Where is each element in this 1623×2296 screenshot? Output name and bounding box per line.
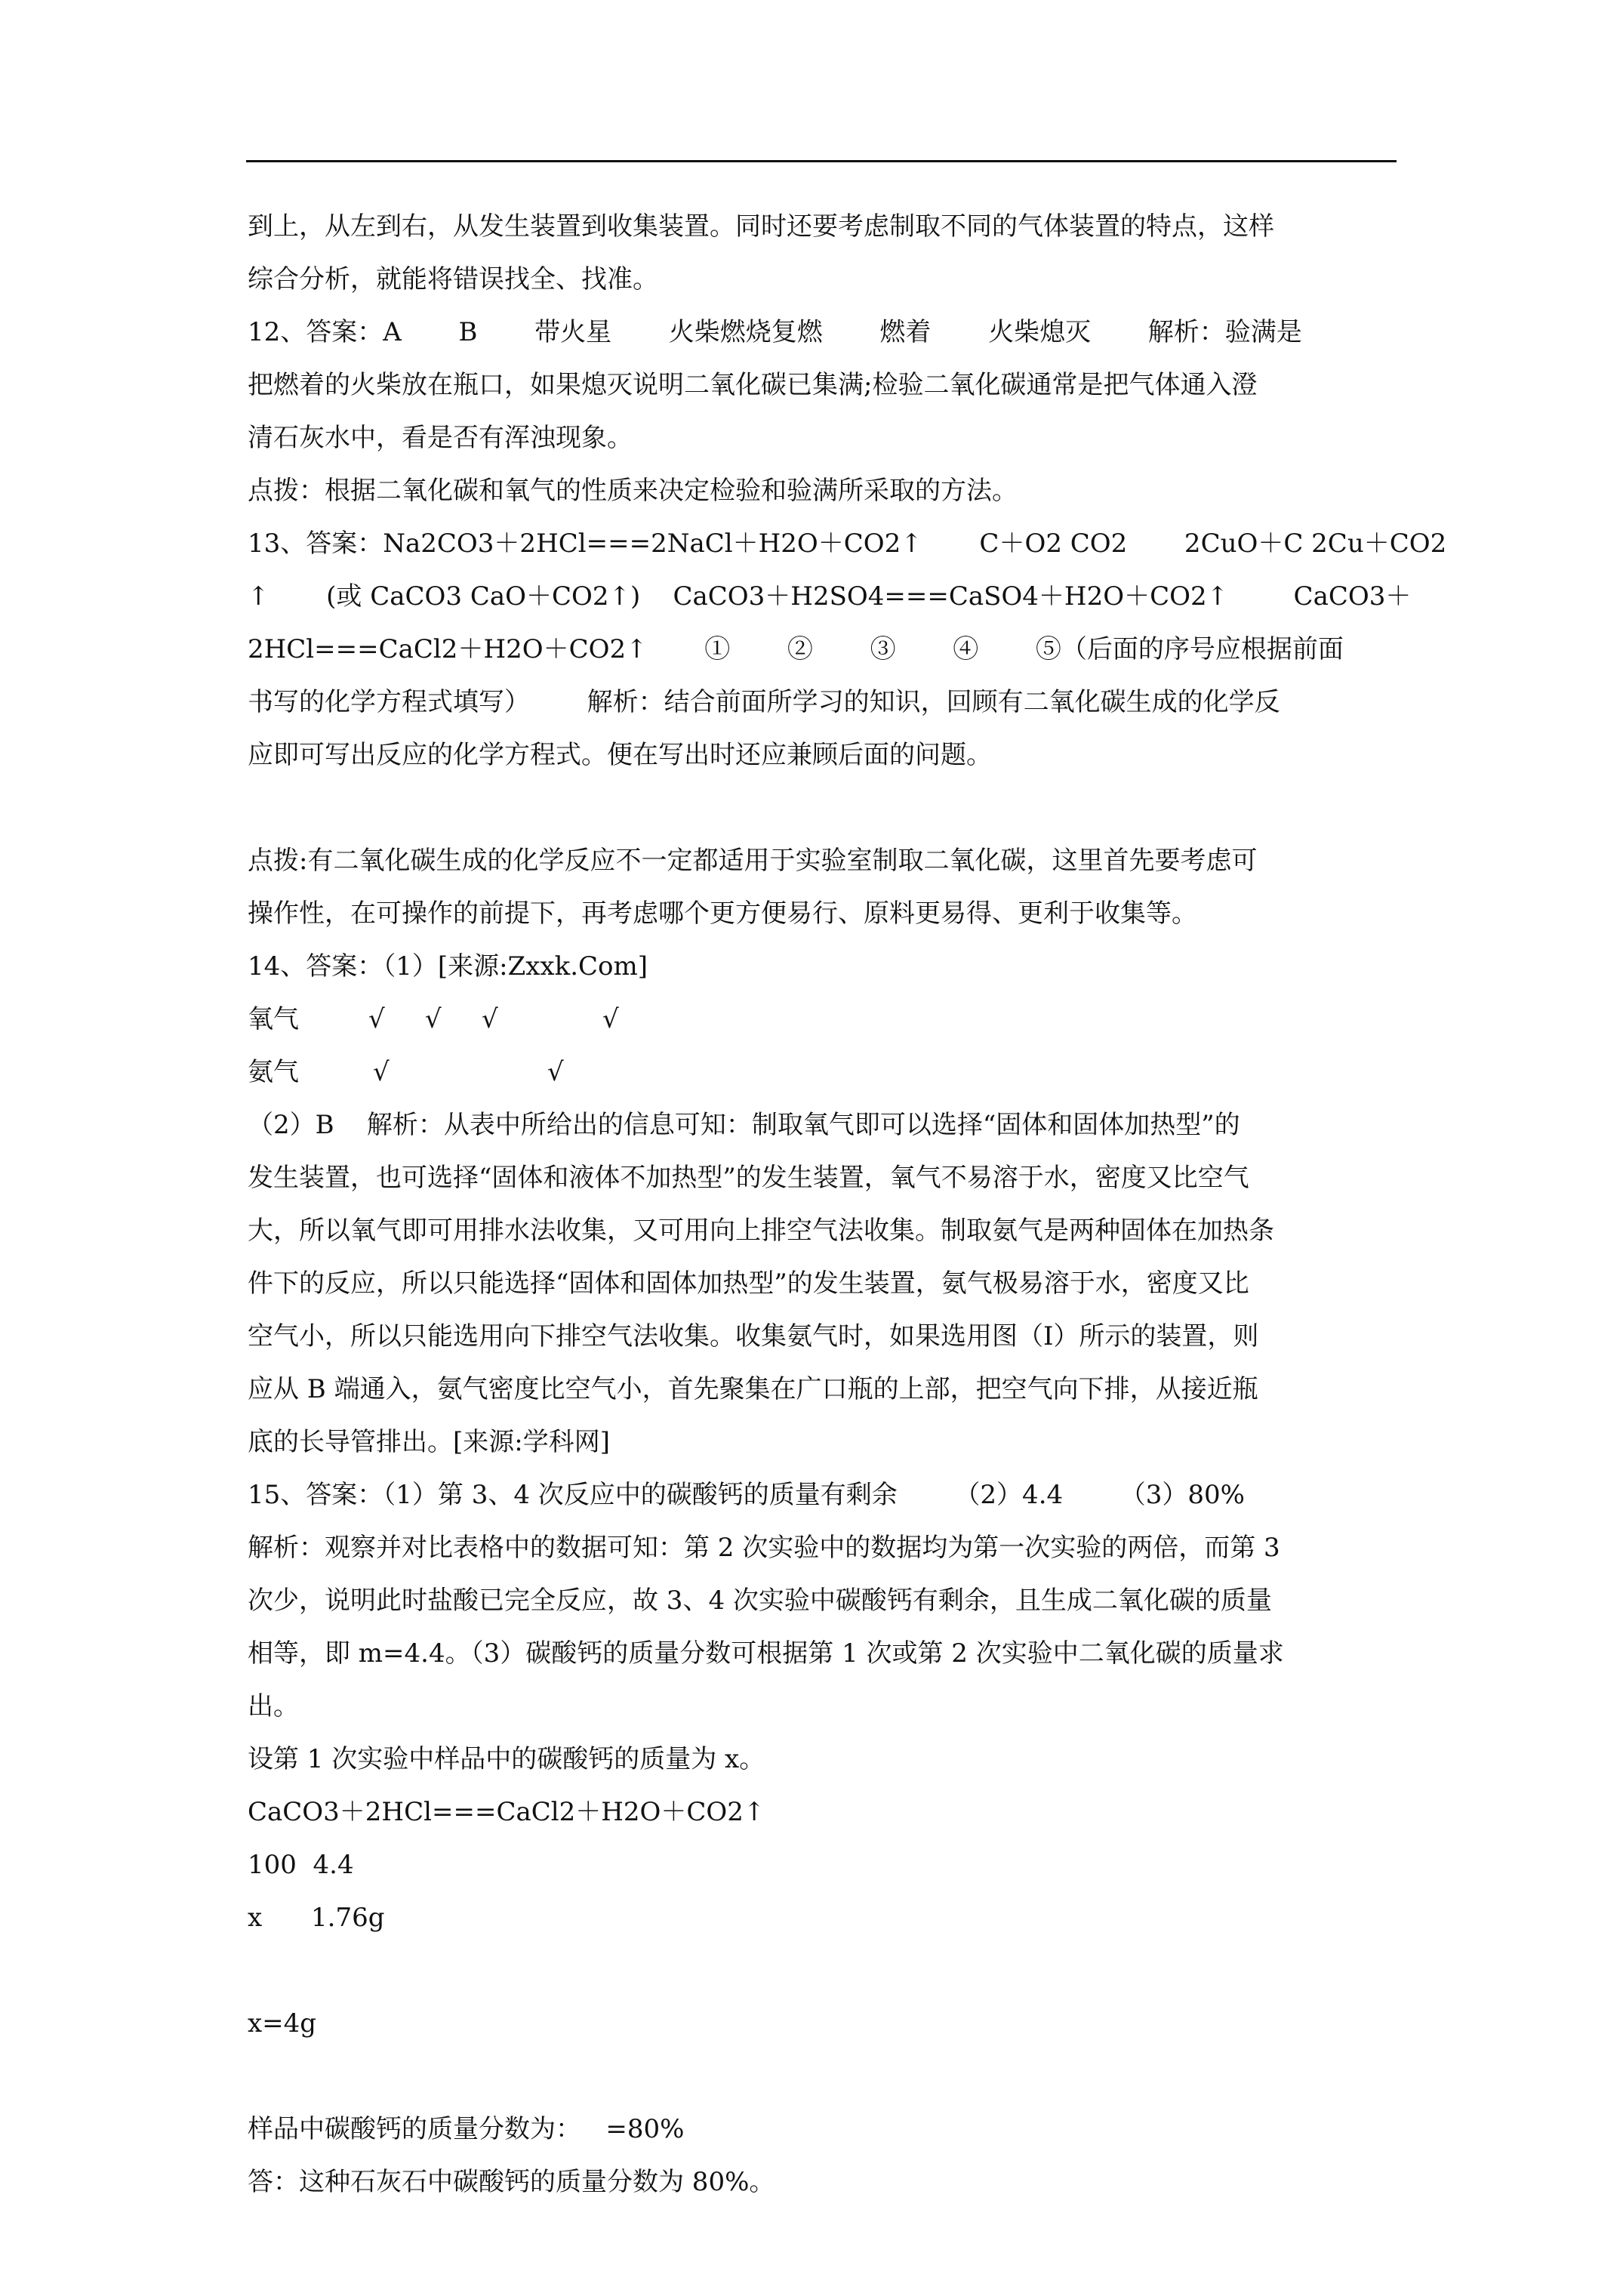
equation-line: x=4g <box>248 2008 317 2039</box>
hint-line: 点拨：根据二氧化碳和氧气的性质来决定检验和验满所采取的方法。 <box>248 476 1018 506</box>
text-line: 操作性，在可操作的前提下，再考虑哪个更方便易行、原料更易得、更利于收集等。 <box>248 898 1197 929</box>
check-mark: √ <box>368 1004 385 1034</box>
check-mark: √ <box>482 1004 498 1034</box>
text-line: （2）B 解析：从表中所给出的信息可知：制取氧气即可以选择“固体和固体加热型”的 <box>248 1110 1240 1140</box>
equation-line: 100 4.4 <box>248 1850 354 1880</box>
text-line: 次少，说明此时盐酸已完全反应，故 3、4 次实验中碳酸钙有剩余，且生成二氧化碳的质量 <box>248 1586 1272 1616</box>
text-line: 样品中碳酸钙的质量分数为： =80% <box>248 2114 685 2144</box>
text-line: 综合分析，就能将错误找全、找准。 <box>248 264 658 294</box>
check-mark: √ <box>602 1004 619 1034</box>
table-row-ammonia <box>248 1046 1425 1099</box>
text-line: 发生装置，也可选择“固体和液体不加热型”的发生装置，氧气不易溶于水，密度又比空气 <box>248 1163 1249 1193</box>
text-line: 应从 B 端通入，氨气密度比空气小，首先聚集在广口瓶的上部，把空气向下排，从接近瓶 <box>248 1374 1258 1404</box>
blank-line <box>248 2050 1425 2103</box>
table-row-oxygen <box>248 993 1425 1046</box>
check-mark: √ <box>547 1057 564 1087</box>
hint-line: 点拨:有二氧化碳生成的化学反应不一定都适用于实验室制取二氧化碳，这里首先要考虑可 <box>248 846 1258 876</box>
document-body <box>248 200 1447 2208</box>
text-line: 底的长导管排出。[来源:学科网] <box>248 1427 610 1457</box>
blank-line <box>248 781 1425 834</box>
text-line: 把燃着的火柴放在瓶口，如果熄灭说明二氧化碳已集满;检验二氧化碳通常是把气体通入澄 <box>248 370 1258 400</box>
text-line: 出。 <box>248 1691 299 1721</box>
answer-13: 13、答案：Na2CO3＋2HCl===2NaCl＋H2O＋CO2↑ C＋O2 CO2 2CuO＋C 2Cu＋CO2 <box>248 529 1447 559</box>
text-line: 件下的反应，所以只能选择“固体和固体加热型”的发生装置，氨气极易溶于水，密度又比 <box>248 1268 1249 1299</box>
text-line: 到上，从左到右，从发生装置到收集装置。同时还要考虑制取不同的气体装置的特点，这样 <box>248 211 1274 242</box>
row-label: 氧气 <box>248 1004 299 1034</box>
text-line: 设第 1 次实验中样品中的碳酸钙的质量为 x。 <box>248 1744 765 1774</box>
check-mark: √ <box>425 1004 442 1034</box>
text-line: 大，所以氧气即可用排水法收集，又可用向上排空气法收集。制取氨气是两种固体在加热条 <box>248 1216 1274 1246</box>
text-line: 解析：观察并对比表格中的数据可知：第 2 次实验中的数据均为第一次实验的两倍，而第 3 <box>248 1533 1280 1563</box>
text-line: 书写的化学方程式填写） 解析：结合前面所学习的知识，回顾有二氧化碳生成的化学反 <box>248 687 1280 717</box>
answer-15: 15、答案：（1）第 3、4 次反应中的碳酸钙的质量有剩余 （2）4.4 （3）80% <box>248 1480 1245 1510</box>
text-line: 相等，即 m=4.4。（3）碳酸钙的质量分数可根据第 1 次或第 2 次实验中二氧化碳的质量求 <box>248 1638 1284 1669</box>
text-line: 答：这种石灰石中碳酸钙的质量分数为 80%。 <box>248 2167 775 2197</box>
blank-line <box>248 1944 1425 1997</box>
check-mark: √ <box>373 1057 390 1087</box>
text-line: 2HCl===CaCl2＋H2O＋CO2↑ ① ② ③ ④ ⑤（后面的序号应根据前面 <box>248 634 1344 664</box>
header-rule <box>246 160 1397 162</box>
answer-12: 12、答案：A B 带火星 火柴燃烧复燃 燃着 火柴熄灭 解析：验满是 <box>248 317 1302 347</box>
equation-line: CaCO3＋2HCl===CaCl2＋H2O＋CO2↑ <box>248 1797 765 1827</box>
equation-line: x 1.76g <box>248 1903 385 1933</box>
row-label: 氨气 <box>248 1057 299 1087</box>
text-line: 空气小，所以只能选用向下排空气法收集。收集氨气时，如果选用图（I）所示的装置，则 <box>248 1321 1259 1351</box>
text-line: ↑ (或 CaCO3 CaO＋CO2↑) CaCO3＋H2SO4===CaSO4＋H2O＋CO2↑ CaCO3＋ <box>248 581 1412 612</box>
text-line: 清石灰水中，看是否有浑浊现象。 <box>248 423 633 453</box>
answer-14: 14、答案：（1）[来源:Zxxk.Com] <box>248 951 648 982</box>
text-line: 应即可写出反应的化学方程式。便在写出时还应兼顾后面的问题。 <box>248 740 992 770</box>
